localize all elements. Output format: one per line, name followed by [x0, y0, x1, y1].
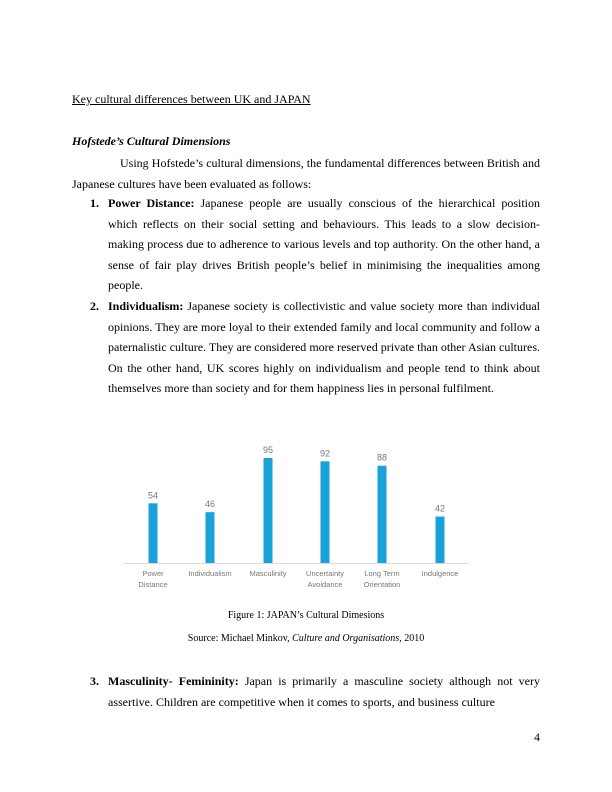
list-text: Japanese society is collectivistic and value society more than individual opinions. They are more loyal to their extended family and local community and follow a paternalistic culture. They are considered more reserved private than other Asian cultures. On the other hand, UK scores highly on individualism and people tend to think about themselves more than society and for them happiness lies in personal fulfilment. [108, 299, 541, 396]
source-suffix: , 2010 [399, 633, 425, 644]
data-label: 46 [204, 499, 216, 510]
page-title: Key cultural differences between UK and JAPAN [72, 92, 311, 106]
category-label: Uncertainty [306, 569, 344, 578]
list-term: Masculinity- Femininity: [108, 674, 239, 688]
list-term: Power Distance: [108, 196, 195, 210]
bar-long-term-orientation [378, 466, 387, 563]
section-heading: Hofstede’s Cultural Dimensions [72, 134, 231, 148]
data-label: 88 [376, 452, 388, 463]
intro-paragraph: Using Hofstede’s cultural dimensions, the fundamental differences between British and Japanese cultures have been evaluated as follows: [72, 156, 540, 191]
data-label: 54 [147, 490, 159, 501]
category-label: Masculinity [249, 569, 287, 578]
list-text: Japanese people are usually conscious of the hierarchical position which reflects on their social setting and behaviours. This leads to a slow decision-making process due to adherence to various levels and top authority. On the other hand, a sense of fair play drives British people’s belief in minimising the inequalities among people. [108, 196, 541, 293]
category-label: Long Term [364, 569, 400, 578]
data-label: 95 [262, 445, 274, 455]
chart-plot-area [124, 445, 469, 589]
bar-individualism [206, 512, 215, 563]
list-text: Japan is primarily a masculine society although not very assertive. Children are competitive when it comes to sports, and business culture [108, 674, 540, 709]
list-term: Individualism: [108, 299, 184, 313]
category-label: Distance [138, 580, 168, 589]
source-prefix: Source: Michael Minkov, [187, 633, 290, 644]
category-label: Indulgence [421, 569, 459, 578]
list-number: 1. [90, 196, 99, 210]
figure-caption: Figure 1: JAPAN’s Cultural Dimesions [227, 610, 385, 621]
list-number: 2. [90, 299, 99, 313]
data-label: 92 [319, 448, 331, 459]
bar-power-distance [149, 503, 158, 563]
category-label: Avoidance [307, 580, 343, 589]
source-title: Culture and Organisations [292, 633, 400, 644]
category-label: Power [142, 569, 164, 578]
data-label: 42 [434, 503, 446, 514]
figure-source [0, 633, 612, 644]
page-number: 4 [534, 730, 540, 744]
category-label: Orientation [363, 580, 401, 589]
bar-indulgence [436, 517, 445, 563]
bar-masculinity [264, 458, 273, 563]
bar-uncertainty-avoidance [321, 461, 330, 563]
category-label: Individualism [188, 569, 232, 578]
list-item-masculinity [90, 671, 540, 712]
list-number: 3. [90, 674, 99, 688]
